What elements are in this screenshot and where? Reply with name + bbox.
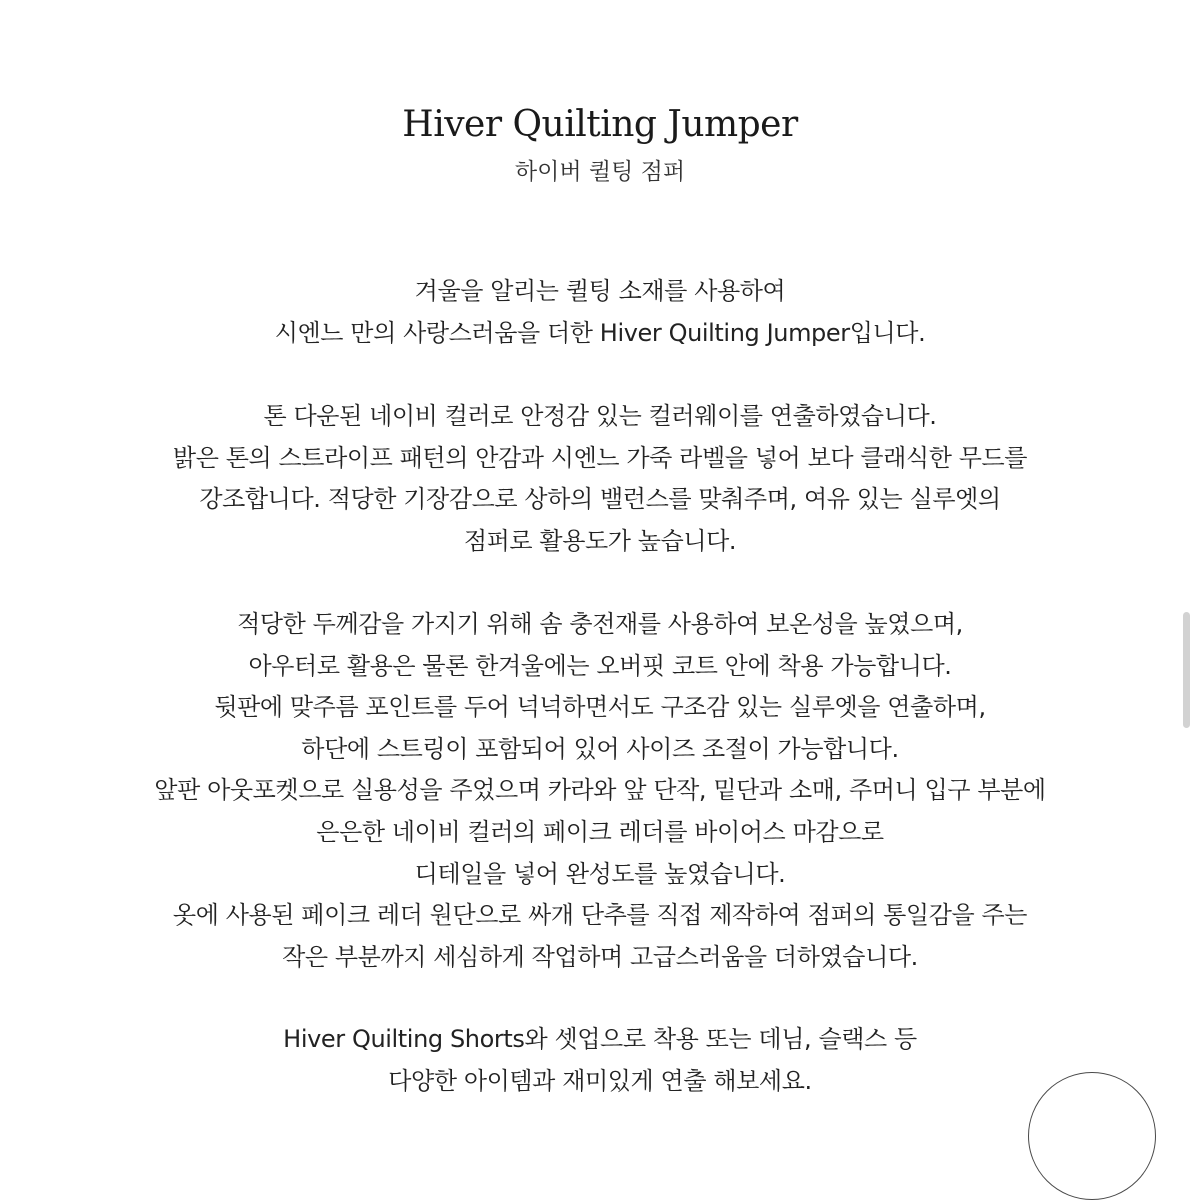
product-subtitle-korean: 하이버 퀼팅 점퍼 bbox=[514, 159, 686, 185]
description-paragraph-2 bbox=[0, 396, 1200, 562]
description-line: 시엔느 만의 사랑스러움을 더한 Hiver Quilting Jumper입니다. bbox=[274, 318, 926, 347]
description-line: 겨울을 알리는 퀼팅 소재를 사용하여 bbox=[414, 277, 786, 305]
description-line: 점퍼로 활용도가 높습니다. bbox=[463, 526, 737, 555]
description-line: 아우터로 활용은 물론 한겨울에는 오버핏 코트 안에 착용 가능합니다. bbox=[248, 651, 952, 680]
description-line: 강조합니다. 적당한 기장감으로 상하의 밸런스를 맞춰주며, 여유 있는 실루엣의 bbox=[199, 485, 1001, 514]
description-line: 작은 부분까지 세심하게 작업하며 고급스러움을 더하였습니다. bbox=[282, 942, 918, 971]
description-paragraph-3 bbox=[0, 604, 1200, 978]
floating-circle-button[interactable] bbox=[1028, 1072, 1156, 1200]
description-line: 디테일을 넣어 완성도를 높였습니다. bbox=[414, 859, 786, 888]
description-paragraph-1 bbox=[0, 271, 1200, 354]
description-paragraph-4 bbox=[0, 1019, 1200, 1102]
product-title: Hiver Quilting Jumper bbox=[402, 104, 798, 145]
description-line: 은은한 네이비 컬러의 페이크 레더를 바이어스 마감으로 bbox=[316, 817, 884, 846]
description-line: 옷에 사용된 페이크 레더 원단으로 싸개 단추를 직접 제작하여 점퍼의 통일감을 주는 bbox=[172, 901, 1028, 930]
description-line: 앞판 아웃포켓으로 실용성을 주었으며 카라와 앞 단작, 밑단과 소매, 주머니 입구 부분에 bbox=[154, 776, 1046, 805]
description-line: 다양한 아이템과 재미있게 연출 해보세요. bbox=[388, 1066, 812, 1095]
description-line: 하단에 스트링이 포함되어 있어 사이즈 조절이 가능합니다. bbox=[301, 734, 899, 763]
scrollbar-thumb[interactable] bbox=[1183, 612, 1190, 728]
description-line: 밝은 톤의 스트라이프 패턴의 안감과 시엔느 가죽 라벨을 넣어 보다 클래식한 무드를 bbox=[172, 443, 1028, 472]
description-line: Hiver Quilting Shorts와 셋업으로 착용 또는 데님, 슬랙스 등 bbox=[283, 1025, 917, 1053]
description-line: 톤 다운된 네이비 컬러로 안정감 있는 컬러웨이를 연출하였습니다. bbox=[263, 402, 937, 430]
description-line: 적당한 두께감을 가지기 위해 솜 충전재를 사용하여 보온성을 높였으며, bbox=[237, 610, 963, 638]
description-line: 뒷판에 맞주름 포인트를 두어 넉넉하면서도 구조감 있는 실루엣을 연출하며, bbox=[214, 693, 986, 722]
